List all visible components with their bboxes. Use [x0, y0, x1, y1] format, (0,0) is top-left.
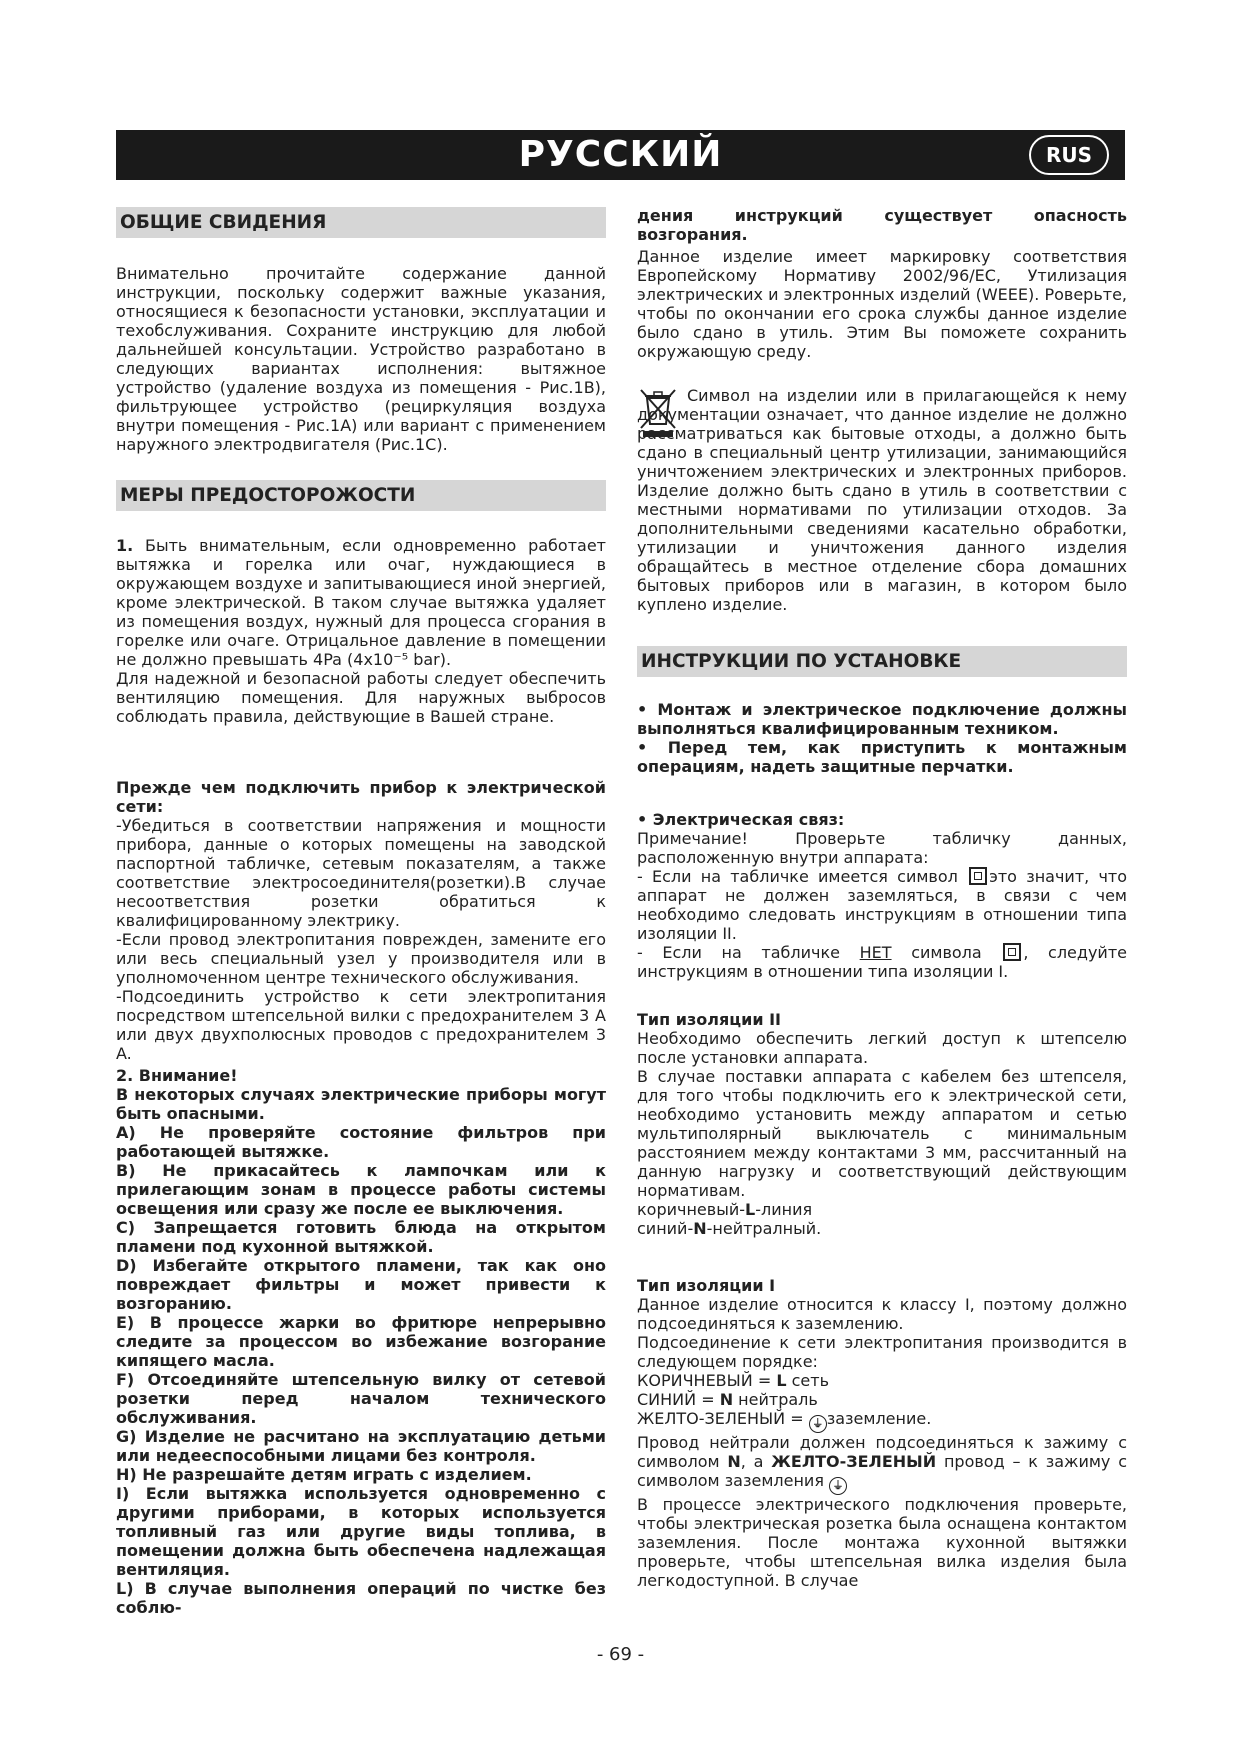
- installation-bullets: [637, 700, 1127, 776]
- electrical-line-1a: - Если на табличке имеется символ: [637, 867, 958, 886]
- section-heading-general: ОБЩИЕ СВИДЕНИЯ: [116, 207, 606, 238]
- section-heading-installation: ИНСТРУКЦИИ ПО УСТАНОВКЕ: [637, 646, 1127, 677]
- attention-item: F) Отсоединяйте штепсельную вилку от сетевой розетки перед началом технического обслуживания.: [116, 1370, 606, 1427]
- precaution-1: [116, 536, 606, 726]
- attention-item: В некоторых случаях электрические приборы могут быть опасными.: [116, 1085, 606, 1123]
- wire-brown-code: L: [776, 1371, 787, 1390]
- insulation-type-2-text: Необходимо обеспечить легкий доступ к штепселю после установки аппарата.: [637, 1029, 1127, 1067]
- wire-blue-desc: -нейтралный.: [706, 1219, 822, 1238]
- attention-item: D) Избегайте открытого пламени, так как оно повреждает фильтры и может привести к возгоранию.: [116, 1256, 606, 1313]
- before-connect-heading: Прежде чем подключить прибор к электрической сети:: [116, 778, 606, 816]
- attention-item: C) Запрещается готовить блюда на открытом пламени под кухонной вытяжкой.: [116, 1218, 606, 1256]
- installation-bullet: • Монтаж и электрическое подключение должны выполняться квалифицированным техником.: [637, 700, 1127, 738]
- attention-item: G) Изделие не расчитано на эксплуатацию детьми или недееспособными лицами без контроля.: [116, 1427, 606, 1465]
- electrical-line-2a: - Если на табличке: [637, 943, 841, 962]
- neutral-text-3: провод – к зажиму с символом заземления: [637, 1452, 1128, 1490]
- language-banner: [116, 130, 1125, 180]
- before-connect-item: -Подсоединить устройство к сети электропитания посредством штепсельной вилки с предохранителем 3 A или двух двухполюсных проводов с предохранителем 3 A.: [116, 987, 606, 1063]
- ground-icon: ⏚: [809, 1415, 827, 1433]
- attention-item: L) В случае выполнения операций по чистке без соблю-: [116, 1579, 606, 1617]
- double-insulation-icon: [969, 867, 987, 885]
- wire-brown-label: КОРИЧНЕВЫЙ =: [637, 1371, 777, 1390]
- yellow-green-word: ЖЕЛТО-ЗЕЛЕНЫЙ: [771, 1452, 937, 1471]
- electrical-no-word: НЕТ: [859, 943, 892, 962]
- continued-sentence: дения инструкций существует опасность возгорания.: [637, 206, 1127, 244]
- page-number: - 69 -: [596, 1644, 645, 1665]
- precaution-1-vent: Для надежной и безопасной работы следует обеспечить вентиляцию помещения. Для наружных выбросов соблюдать правила, действующие в Вашей стране.: [116, 669, 606, 726]
- before-connect-block: [116, 778, 606, 1063]
- insulation-type-1-final: В процессе электрического подключения проверьте, чтобы электрическая розетка была оснащена контактом заземления. После монтажа кухонной вытяжки проверьте, чтобы штепсельная вилка изделия была легкодоступной. В случае: [637, 1495, 1127, 1590]
- attention-item: H) Не разрешайте детям играть с изделием.: [116, 1465, 532, 1484]
- electrical-line-2b: символа: [911, 943, 982, 962]
- neutral-text-2: , а: [740, 1452, 772, 1471]
- wire-brown-desc: сеть: [786, 1371, 830, 1390]
- weee-conformity: [637, 247, 1127, 361]
- attention-block: [116, 1066, 606, 1617]
- wire-blue-desc: нейтраль: [733, 1390, 818, 1409]
- electrical-heading: • Электрическая связ:: [637, 810, 845, 829]
- wire-yellow-green-label: ЖЕЛТО-ЗЕЛЕНЫЙ =: [637, 1409, 809, 1428]
- attention-item: B) Не прикасайтесь к лампочкам или к прилегающим зонам в процессе работы системы освещения или сразу же после ее выключения.: [116, 1161, 606, 1218]
- weee-symbol-paragraph: Символ на изделии или в прилагающейся к нему документации означает, что данное изделие не должно рассматриваться как бытовые отходы, а должно быть сдано в специальный центр утилизации, занимающийся уничтожением электрических и электронных приборов. Изделие должно быть сдано в утиль в соответствии с местными нормативами по утилизации отходов. За дополнительными сведениями касательно обработки, утилизации и уничтожения данного изделия обращайтесь в местное отделение сбора домашних бытовых приборов или в магазин, в котором было куплено изделие.: [637, 386, 1127, 614]
- attention-item: A) Не проверяйте состояние фильтров при работающей вытяжке.: [116, 1123, 606, 1161]
- neutral-code: N: [727, 1452, 741, 1471]
- insulation-type-2-heading: Тип изоляции II: [637, 1010, 781, 1029]
- electrical-connection: [637, 810, 1127, 981]
- wire-yellow-green-desc: заземление.: [826, 1409, 932, 1428]
- wire-blue-label: СИНИЙ =: [637, 1390, 720, 1409]
- wire-brown-desc: -линия: [755, 1200, 813, 1219]
- electrical-note: Примечание! Проверьте табличку данных, расположенную внутри аппарата:: [637, 829, 1127, 867]
- wire-brown-label: коричневый-: [637, 1200, 745, 1219]
- precaution-number: 1.: [116, 536, 134, 555]
- attention-item: E) В процессе жарки во фритюре непрерывно следите за процессом во избежание возгорание кипящего масла.: [116, 1313, 606, 1370]
- attention-item: I) Если вытяжка используется одновременно с другими приборами, в которых используется топливный газ или другие виды топлива, в помещении должна быть обеспечена надлежащая вентиляция.: [116, 1484, 606, 1579]
- insulation-type-1-text: Данное изделие относится к классу I, поэтому должно подсоединяться к заземлению.: [637, 1295, 1127, 1333]
- precaution-1-text: Быть внимательным, если одновременно работает вытяжка и горелка или очаг, нуждающиеся в окружающем воздухе и запитывающиеся иной энергией, кроме электрической. В таком случае вытяжка удаляет из помещения воздух, нужный для процесса сгорания в горелке или очаге. Отрицальное давление в помещении не должно превышать 4Pa (4x10⁻⁵ bar).: [116, 536, 607, 669]
- electrical-line-1b: это значит, что аппарат не должен заземляться, в связи с чем необходимо следовать инструкциям в отношении типа изоляции II.: [637, 867, 1127, 943]
- insulation-type-2: [637, 1010, 1127, 1238]
- banner-title: РУССКИЙ: [518, 134, 723, 175]
- before-connect-item: -Убедиться в соответствии напряжения и мощности прибора, данные о которых помещены на заводской паспортной табличке, сетевым показателям, а также соответствие электросоединителя(розетки).В случае несоответствия розетки обратиться к квалифицированному электрику.: [116, 816, 606, 930]
- double-insulation-icon: [1003, 943, 1021, 961]
- before-connect-item: -Если провод электропитания поврежден, замените его или весь специальный узел у производителя или в уполномоченном центре технического обслуживания.: [116, 930, 606, 987]
- weee-paragraph: Данное изделие имеет маркировку соответствия Европейскому Нормативу 2002/96/EC, Утилизация электрических и электронных изделий (WEEE). Роверьте, чтобы по окончании его срока службы данное изделие было сдано в утиль. Этим Вы поможете сохранить окружающую среду.: [637, 247, 1127, 361]
- electrical-line-2c: , следуйте инструкциям в отношении типа изоляции I.: [637, 943, 1127, 981]
- insulation-type-1: [637, 1276, 1127, 1590]
- language-badge: RUS: [1029, 135, 1109, 175]
- wire-blue-code: N: [719, 1390, 734, 1409]
- insulation-type-1-heading: Тип изоляции I: [637, 1276, 776, 1295]
- insulation-type-2-text: В случае поставки аппарата с кабелем без штепселя, для того чтобы подключить его к электрической сети, необходимо установить между аппаратом и сетью мультиполярный выключатель с минимальным расстоянием между контактами 3 мм, рассчитанный на данную нагрузку и соответствующий действующим нормативам.: [637, 1067, 1127, 1200]
- section-heading-precautions: МЕРЫ ПРЕДОСТОРОЖОСТИ: [116, 480, 606, 511]
- attention-heading: 2. Внимание!: [116, 1066, 238, 1085]
- ground-icon: ⏚: [829, 1477, 847, 1495]
- neutral-text: Провод нейтрали должен подсоединяться к зажиму с символом: [637, 1433, 1127, 1471]
- insulation-type-1-text: Подсоединение к сети электропитания производится в следующем порядке:: [637, 1333, 1127, 1371]
- general-info-text: [116, 264, 606, 454]
- wire-blue-label: синий-: [637, 1219, 694, 1238]
- continued-text: [637, 206, 1127, 244]
- weee-symbol-text: [637, 386, 1127, 614]
- installation-bullet: • Перед тем, как приступить к монтажным операциям, надеть защитные перчатки.: [637, 738, 1127, 776]
- general-info-paragraph: Внимательно прочитайте содержание данной инструкции, поскольку содержит важные указания, относящиеся к безопасности установки, эксплуатации и техобслуживания. Сохраните инструкцию для любой дальнейшей консультации. Устройство разработано в следующих вариантах исполнения: вытяжное устройство (удаление воздуха из помещения - Рис.1B), фильтрующее устройство (рециркуляция воздуха внутри помещения - Рис.1A) или вариант с применением наружного электродвигателя (Рис.1C).: [116, 264, 606, 454]
- wire-blue-code: N: [693, 1219, 707, 1238]
- wire-brown-code: L: [745, 1200, 756, 1219]
